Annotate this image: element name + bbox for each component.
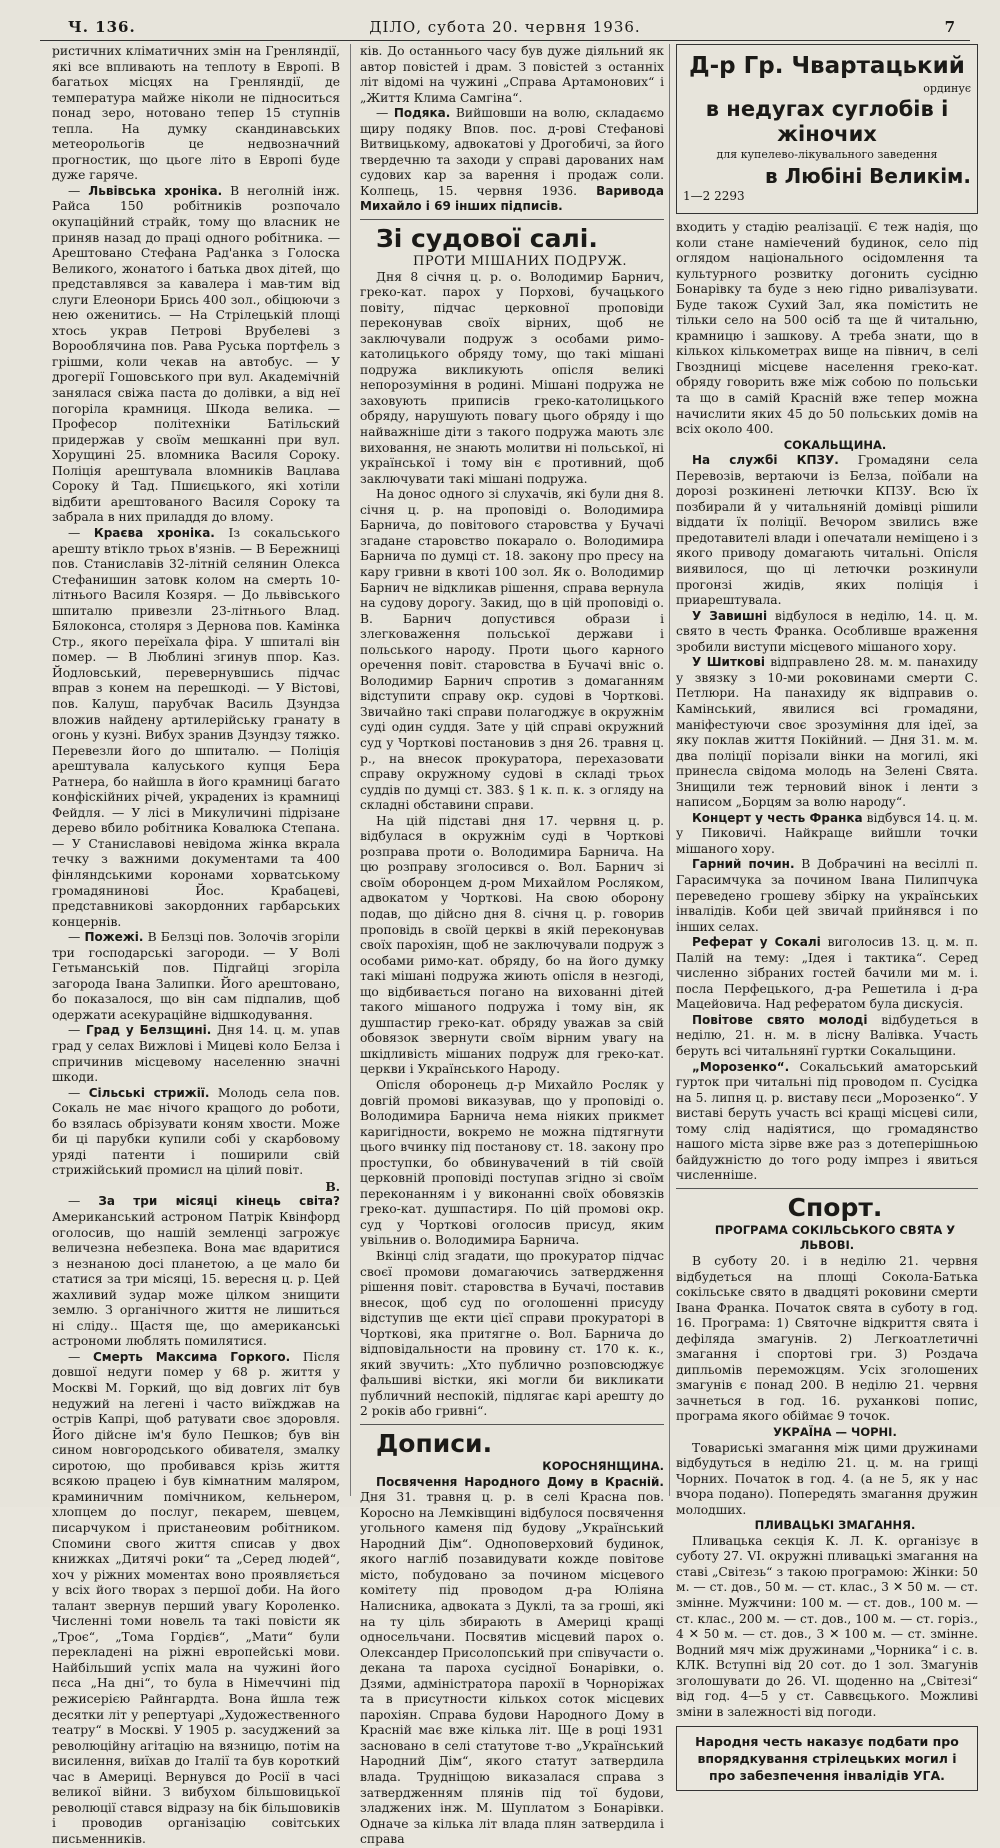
page-number-right: 7 xyxy=(944,18,956,36)
ad-diseases: в недугах суглобів і жіночих xyxy=(705,97,949,146)
news-item: — За три місяці кінець світа? Американський астроном Патрік Квінфорд оголосив, що нашій земленці загрожує величезна небезпека. Вона має вдаритися з незнаною досі планетою, а це мало би статися за три місяці, 15. вересня ц. р. Цей жахливий зудар може цілком знищити землю. З органічного життя не лишиться ні сліду.. Щастя ще, що американські астрономи люблять помилятися. xyxy=(52,1194,340,1349)
news-text: відправлено 28. м. м. панахиду у звязку з 10-ми роковинами смерти С. Петлюри. На панахиду як відправив о. Камінський, явилися всі громадяни, маніфестуючи своє зрозуміння для ідеї, за яку поклав життя Покійний. — Дня 31. м. м. два поліції порізали вінки на могилі, які принесла свідома молодь на Зелені Свята. Знищили теж терновий вінок і ленти з написом „Борцям за волю народу“. xyxy=(676,655,978,810)
news-text: Американський астроном Патрік Квінфорд оголосив, що нашій земленці загрожує величезна небезпека. Вона має вдаритися з незнаною досі планетою, а це мало би статися за три місяці, 15. вересня ц. р. Цей жахливий зудар може цілком знищити землю. З органічного життя не лишиться ні сліду.. Щастя ще, що американські астрономи люблять помилятися. xyxy=(52,1210,340,1349)
news-text: Вийшовши на волю, складаємо щиру подяку Впов. пос. д-рові Стефанові Витвицькому, адвокатові у Дрогобичі, за його твердечню та заходи у справі дарованих нам судових кар за варення і продаж соли. Колпець, 15. червня 1936. xyxy=(360,106,664,198)
column-middle xyxy=(360,44,664,1847)
newspaper-title-date: ДІЛО, субота 20. червня 1936. xyxy=(369,18,641,36)
masthead-rule xyxy=(40,40,970,41)
section-divider xyxy=(676,1188,978,1189)
news-item xyxy=(360,1475,664,1848)
news-text: відбулося в неділю, 14. ц. м. свято в честь Франка. Особливше враження зробили виступи місцевого мішаного хору. xyxy=(676,608,978,654)
page-number-left: Ч. 136. xyxy=(68,18,136,36)
ad-institution: для купелево-лікувального заведення xyxy=(716,148,938,161)
news-text: Сокальський аматорський гурток при читальні під проводом п. Сусідка на 5. липня ц. р. виставу пєси „Морозенко“. У виставі беруть участь всі кращі місцеві сили, тому слід надіятися, що громадянство нашого міста зірве вже раз з дотеперішньою байдужністю до того роду імпрез і явиться численніше. xyxy=(676,1059,978,1183)
ad-code: 1—2 2293 xyxy=(683,189,745,203)
author-sign: В. xyxy=(325,1178,340,1194)
news-item xyxy=(676,655,978,810)
news-item xyxy=(676,1013,978,1060)
news-text: В неголній інж. Райса 150 робітників розпочало окупаційний страйк, тому що власник не приняв назад до праці одного робітника. — Арештовано Стефана Рад'анка з Голоска Великого, жонатого і батька двох дітей, що представлявся за кавалера і мав-тим від слуги Елеонори Брись 400 зол., обіцюючи з нею оженитись. — На Стрілецькій площі хтось украв Петрові Врубелеві з Ворооблячина пов. Рава Руська портфель з грішми, коли чекав на автобус. — У дрогерії Гошовського при вул. Академічній занялася свіжа паста до долівки, а від неї погоріла крамниця. Шкода велика. — Професор політехніки Батільский придержав у своїм мешканні при вул. Хорущині 25. вломника Василя Сороку. Поліція арештувала вломників Вацлава Сороку й Тад. Пшиєцького, які хотіли відбити арештованого Василя Сороку та забрала в них приладдя до влому. xyxy=(52,183,340,525)
news-text: Після довшої недуги помер у 68 р. життя у Москві М. Горкий, що від довгих літ був недужий на легені і часто виїжджав на острів Капрі, щоб ратувати своє здоровля. Його дійсне ім'я було Пешков; був він сином новгородського обивателя, змалку сиротою, що пробивався крізь життя всякою працею і був кімнатним маляром, краминичним помічником, кельнером, хлопцем до послуг, пекарем, шевцем, писарчуком і пристанеовим робітником. Спомини свого життя списав у двох книжках „Дитячі роки“ та „Серед людей“, хоч у ріжних моментах воно проявляється у всіх його творах з першої доби. На його талант звернув перший увагу Короленко. Численні томи новель та такі повісти як „Троє“, „Тома Гордієв“, „Мати“ були перекладені на ріжні европейські мови. Найбільший успіх мала на чужині його пєса „На дні“, то була в Німеччині під режисерією Райнгардта. Вона йшла теж десятки літ у репертуарі „Художественного театру“ в Москві. У 1905 р. засуджений за революційну агітацію на вязницю, потім на висилення, виїхав до Італії та був короткий час в Америці. Вернувся до Росії в часі великої війни. З вибухом більшовицької революції стався відразу на бік більшовиків і проводив організацію совітських письменників. xyxy=(52,1349,340,1846)
news-item: — Град у Белзщині. Дня 14. ц. м. упав град у селах Вижлові і Мицеві коло Белза і спричинив місцевому населенню значні шкоди. xyxy=(52,1023,340,1085)
section-divider xyxy=(360,219,664,220)
column-right xyxy=(676,44,978,1784)
news-text: Дня 14. ц. м. упав град у селах Вижлові і Мицеві коло Белза і спричинив місцевому населенню значні шкоди. xyxy=(52,1023,340,1085)
news-item: — Пожежі. В Белзці пов. Золочів згоріли три господарські загороди. — У Волі Гетьманській пов. Підгайці згоріла загорода Івана Залипки. Його арештовано, бо показалося, що він сам підпалив, щоб одержати асекураційне відшкодування. xyxy=(52,930,340,1022)
news-heading: Смерть Максима Горкого. xyxy=(92,1349,291,1364)
news-heading: Посвячення Народного Дому в Красній. xyxy=(376,1474,664,1489)
news-item xyxy=(676,609,978,656)
article-text: ристичних кліматичних змін на Гренляндії, які все впливають на теплоту в Европі. В багатьох місцях на Гренляндії, де температура майже ніколи не підноситься понад зеро, нотовано тепер 15 ступнів тепла. На думку скандинавських метеорольогів це недвозначний прогностик, що цьоге літо в Европі буде дуже гаряче. xyxy=(52,44,340,183)
news-text: В Добрачині на весіллі п. Гарасимчука за почином Івана Пилипчука переведено грошеву збірку на українських інвалідів. Коби цей звичай прийнявся і по інших селах. xyxy=(676,857,978,934)
news-text: Дня 31. травня ц. р. в селі Красна пов. Коросно на Лемківщині відбулося посвячення угольного каменя під будову „Український Народний Дім“. Одноповерховий будинок, якого нагліб позавидувати кожде повітове місто, побудовано за почином місцевого комітету під проводом д-ра Юліяна Налисника, адвоката з Дуклі, та за гроші, які на ту ціль збирають в Америці кращі односельчани. Посвятив місцевий парох о. Олександер Присолопський при співучасти о. декана та пароха сусідної Бонарівки, о. Дзями, адміністратора парохії в Чорноріжах та в присутности кількох соток місцевих парохіян. Справа будови Народного Дому в Красній має вже кілька літ. Ще в році 1931 засновано в селі статутове т-во „Український Народний Дім“, якого статут затвердила влада. Трудніщою виказалася справа з затвердженням плянів під тої будови, зладжених інж. М. Шуплатом з Бонарівки. Одначе за кілька літ влада плян затвердила і справа xyxy=(360,1490,664,1847)
news-text: В Белзці пов. Золочів згоріли три господарські загороди. — У Волі Гетьманській пов. Підгайці згоріла загорода Івана Залипки. Його арештовано, бо показалося, що він сам підпалив, щоб одержати асекураційне відшкодування. xyxy=(52,930,340,1022)
news-heading: Гарний почин. xyxy=(692,857,795,872)
doctor-advertisement xyxy=(676,44,978,214)
news-item: — Смерть Максима Горкого. Після довшої недуги помер у 68 р. життя у Москві М. Горкий, що від довгих літ був недужий на легені і часто виїжджав на острів Капрі, щоб ратувати своє здоровля. Його дійсне ім'я було Пешков; був він сином новгородського обивателя, змалку сиротою, що пробивався крізь життя всякою працею і був кімнатним маляром, краминичним помічником, кельнером, хлопцем до послуг, пекарем, шевцем, писарчуком і пристанеовим робітником. Спомини свого життя списав у двох книжках „Дитячі роки“ та „Серед людей“, хоч у ріжних моментах воно проявляється у всіх його творах з першої доби. На його талант звернув перший увагу Короленко. Численні томи новель та такі повісти як „Троє“, „Тома Гордієв“, „Мати“ були перекладені на ріжні европейські мови. Найбільший успіх мала на чужині його пєса „На дні“, то була в Німеччині під режисерією Райнгардта. Вона йшла теж десятки літ у репертуарі „Художественного театру“ в Москві. У 1905 р. засуджений за революційну агітацію на вязницю, потім на висилення, виїхав до Італії та був короткий час в Америці. Вернувся до Росії в часі великої війни. З вибухом більшовицької революції стався відразу на бік більшовиків і проводив організацію совітських письменників. xyxy=(52,1349,340,1846)
news-heading: За три місяці кінець світа? xyxy=(98,1194,340,1209)
news-item: — Сільські стрижії. Молодь села пов. Сокаль не має нічого кращого до роботи, бо взялась обрізувати коням хвости. Може би ці парубки купили собі у скарбовому уряді патенти і поширили свій стрижійський промисл на цілий повіт. xyxy=(52,1085,340,1178)
article-paragraph: Опісля оборонець д-р Михайло Росляк у довгій промові виказував, що у проповіді о. Володимира Барнича нема ніяких прикмет каригідности, вокремо не можна підтягнути цього вчинку під постанову ст. 18. закону про проступки, бо обвинувачений в тій своїй церковній проповіді поступав згідно зі своїм переконанням і у виконанні своїх обовязків греко-кат. душпастиря. По цій промові окр. суд у Чорткові оголосив присуд, яким увільнив о. Володимира Барнича. xyxy=(360,1078,664,1248)
news-text: виголосив 13. ц. м. п. Палій на тему: „Ідея і тактика“. Серед численно зібраних гостей бачили ми м. і. посла Перфецького, д-ра Решетила і д-ра Мацейовича. Над рефератом була дискусія. xyxy=(676,935,978,1012)
news-item xyxy=(676,935,978,1013)
news-item xyxy=(676,811,978,858)
news-heading: У Завишні xyxy=(692,608,768,623)
news-heading: На службі КПЗУ. xyxy=(692,453,839,468)
ad-ordinates: ординує xyxy=(923,82,971,95)
article-paragraph: Пливацька секція К. Л. К. організує в суботу 27. VI. окружні пливацькі змагання на ставі „Світезь“ з такою програмою: Жінки: 50 м. — ст. дов., 50 м. — ст. клас., 3 ✕ 50 м. — ст. змінне. Мужчини: 100 м. — ст. дов., 100 м. — ст. клас., 200 м. — ст. дов., 100 м. — ст. горіз., 4 ✕ 50 м. — ст. дов., 3 ✕ 100 м. — ст. змінне. Водний мяч між дружинами „Чорника“ і с. в. КЛК. Вступні від 20 сот. до 1 зол. Змагунів зголошувати до 26. VI. щоденно на „Світезі“ від год. 4—5 у ст. Саввєцького. Можливі зміни в залежності від погоди. xyxy=(676,1533,978,1719)
column-divider xyxy=(350,44,351,1496)
news-heading: Повітове свято молоді xyxy=(692,1012,868,1027)
article-paragraph: На цій підставі дня 17. червня ц. р. відбулася в окружнім суді в Чорткові розправа проти о. Володимира Барнича. На цю розправу зголосився о. Вол. Барнич зі своїм оборонцем д-ром Михайлом Росляком, адвокатом у Чорткові. На свою оборону подав, що дійсно дня 8. січня ц. р. говорив проповідь в своїй церкві в якій переконував своїх парохіян, щоб не заключували подруж з особами римо-кат. обряду, бо на його думку такі мішані подружа жиють опісля в незгоді, що відбивається погано на вихованні дітей такого мішаного подружа і тому він, як душпастир греко-кат. обряду уважав за свій обовязок звернути своїм вірним увагу на шкідливість мішаних подруж для греко-кат. церкви і Українського Народу. xyxy=(360,813,664,1077)
appeal-box: Народня честь наказує подбати про впорядкування стрілецьких могил і про забезпечення інвалідів УГА. xyxy=(676,1726,978,1791)
news-heading: У Шиткові xyxy=(692,655,766,670)
news-text: відбувся 14. ц. м. у Пиковичі. Найкраще вийшли точки мішаного хору. xyxy=(676,810,978,856)
region-heading: СОКАЛЬЩИНА. xyxy=(783,437,887,452)
news-heading: Сільські стрижії. xyxy=(88,1085,210,1100)
article-paragraph: Дня 8 січня ц. р. о. Володимир Барнич, греко-кат. парох у Порхові, бучацького повіту, підчас церковної проповіди переконував своїх вірних, щоб не заключували подруж з особами римо-католицького обряду тому, що такі мішані подружа викликують опісля великі непорозуміння в родині. Мішані подружа не заховують приписів греко-католицького обряду, нарушують повагу цього обряду і що найважніше діти з такого подружа мають злє виховання, не знають молитви ні польської, ні української і тому він є противний, щоб заключувати такі мішані подружа. xyxy=(360,269,664,486)
article-subtitle: ПРОТИ МІШАНИХ ПОДРУЖ. xyxy=(412,254,627,270)
region-heading: КОРОСНЯНЩИНА. xyxy=(542,1459,664,1474)
article-text: ків. До останнього часу був дуже діяльний як автор повістей і драм. З повістей з останніх літ відомі на чужині „Справа Артамонових“ і „Життя Клима Самгіна“. xyxy=(360,44,664,105)
section-title-reports: Дописи. xyxy=(376,1429,493,1459)
news-text: Молодь села пов. Сокаль не має нічого кращого до роботи, бо взялась обрізувати коням хвости. Може би ці парубки купили собі у скарбовому уряді патенти і поширили свій стрижійський промисл на цілий повіт. xyxy=(52,1085,340,1178)
ad-place: в Любіні Великім. xyxy=(765,164,971,188)
article-paragraph: Вкінці слід згадати, що прокуратор підчас своєї промови домагаючись затвердження рішення повіт. старовства в Бучачі, поставив внесок, щоб суд по оголошенні присуду відступив ще екти цієї справи прокураторі в Чорткові, яка притягне о. Вол. Барнича до відповідальности на провину ст. 170 к. к., який звучить: „Хто публично розповсюджує фальшиві вістки, які могли би викликати публичний неспокій, підлягає карі арешту до 2 років або гривні“. xyxy=(360,1249,664,1419)
news-heading: Львівська хроніка. xyxy=(88,183,223,198)
article-paragraph: В суботу 20. і в неділю 21. червня відбудеться на площі Сокола-Батька сокільське свято в двадцяті роковини смерти Івана Франка. Початок свята в суботу в год. 16. Програма: 1) Святочне відкриття свята і дефіляда змагунів. 2) Легкоатлетичні змагання і спортові гри. 3) Роздача дипльомів переможцям. Усіх зголошених змагунів є понад 200. В неділю 21. червня зачнеться в год. 16. руханкові попис, програма якого обіймає 9 точок. xyxy=(676,1254,978,1424)
news-text: Громадяни села Перевозів, вертаючи із Белза, поїбали на дорозі розкинені летючки КПЗУ. Всю їх позбирали й у читальняній домівці рішили віддати їх поліції. Вечором звились вже предотавителі влади і опечатали неміщено і з якого приводу домагають читальні. Опісля виявилося, що ці летючки розкинули прогонзі жидів, яких поліція і приарештувала. xyxy=(676,453,978,608)
article-text: входить у стадію реалізації. Є теж надія, що коли стане наміечений будинок, село під оглядом національного осідомлення та культурного розвитку догонить сусідню Бонарівку та буде з нею гідно ривалізувати. Буде також Сухий Зал, яка помістить не тільки село на 500 осіб та ще й читальню, крамницю і зашкову. А треба знати, що в кількох кількометрах вище на півнич, в селі Гвоздниці місцеве населення греко-кат. обряду говорить вже між собою по польськи та що в самій Красній вже тепер можна начислити яких 45 до 50 польських домів на всіх около 400. xyxy=(676,220,978,437)
news-item xyxy=(676,857,978,935)
masthead xyxy=(40,18,970,40)
ad-doctor-name: Д-р Гр. Чвартацький xyxy=(689,53,965,79)
section-divider xyxy=(360,1424,664,1425)
section-title-court: Зі судової салі. xyxy=(376,224,598,254)
section-title-sport: Спорт. xyxy=(787,1192,883,1222)
article-subtitle: ПЛИВАЦЬКІ ЗМАГАННЯ. xyxy=(754,1518,916,1533)
news-heading: „Морозенко“. xyxy=(692,1059,790,1074)
news-item: — Подяка. Вийшовши на волю, складаємо щиру подяку Впов. пос. д-рові Стефанові Витвицькому, адвокатові у Дрогобичі, за його твердечню та заходи у справі дарованих нам судових кар за варення і продаж соли. Колпець, 15. червня 1936. Варивода Михайло і 69 інших підписів. xyxy=(360,106,664,214)
news-heading: Подяка. xyxy=(393,106,451,121)
news-heading: Реферат у Сокалі xyxy=(692,935,821,950)
article-subtitle: ПРОГРАМА СОКІЛЬСЬКОГО СВЯТА У ЛЬВОВІ. xyxy=(714,1222,956,1253)
article-subtitle: УКРАЇНА — ЧОРНІ. xyxy=(773,1425,897,1440)
article-paragraph: Товариські змагання між цими дружинами відбудуться в неділю 21. ц. м. на грищі Чорних. Початок в год. 4. (а не 5, як у нас вчора подано). Попередять змагання дружин молодших. xyxy=(676,1440,978,1517)
news-heading: Град у Белзщині. xyxy=(85,1023,212,1038)
news-item: — Краєва хроніка. Із сокальського арешту втікло трьох в'язнів. — В Бережниці пов. Станиславів 32-літній селянин Олекса Стефанишин затовк колом на смерть 10-літнього Василя Козяря. — До львівського шпиталю привезли 23-літнього Влад. Бялоконса, столяря з Дернова пов. Камінка Стр., якого переїхала фіра. У шпиталі він помер. — В Люблині згинув ппор. Каз. Йодловський, перевернувшись підчас вправ з конем на перешкоді. — У Вістові, пов. Калуш, парубчак Василь Дзундза вложив найдену артилерійську гранату в огонь у кузні. Вибух зранив Дзундзу тяжко. Перевезли його до шпиталю. — Поліція арештувала калуського купця Бера Ратнера, бо найшла в його крамниці багато конфіскійних річей, украдених із крамниці Фейдля. — У лісі в Микуличині підрізане дерево вбило робітника Ковалюка Степана. — У Станиславові невідома жінка вкрала течку з важними документами та 400 фінляндськими коронами хорватському громадянинові Йос. Крабацеві, представникові закордонних гарбарських концернів. xyxy=(52,525,340,929)
news-text: відбудеться в неділю, 21. н. м. в лісну Валівка. Участь беруть всі читальнянї гуртки Сокальщини. xyxy=(676,1012,978,1058)
article-paragraph: На донос одного зі слухачів, які були дня 8. січня ц. р. на проповіді о. Володимира Барнича, до повітового старовства у Бучачі згадане старовство покарало о. Володимира Барнича по думці ст. 18. закону про пресу на кару гривни в квоті 100 зол. Як о. Володимир Барнич не відкликав рішення, справа вернула на судову дорогу. Закид, що в цій проповіді о. В. Барнич допустився образи і злегковаження польської держави і польського народу. Проти цього карного оречення повіт. старовства в Бучачі вніс о. Володимир Барнич спротив з домаганням відступити справу окр. судові в Чорткові. Звичайно такі справи полагоджує в окружнім суді один суддя. Зате у цій справі окружний суд у Чорткові постановив з дня 26. травня ц. р., на внесок прокуратора, перехазовати справу окружному судові в складі трьох суддів по думці ст. 383. § 1 к. п. к. з огляду на складні обставини справи. xyxy=(360,487,664,813)
news-item: — Львівська хроніка. В неголній інж. Райса 150 робітників розпочало окупаційний страйк, тому що власник не приняв назад до праці одного робітника. — Арештовано Стефана Рад'анка з Голоска Великого, жонатого і батька двох дітей, що представлявся за кавалера і мав-тим від слуги Елеонори Брись 400 зол., обіцюючи з нею оженитись. — На Стрілецькій площі хтось украв Петрові Врубелеві з Ворооблячина пов. Рава Руська портфель з грішми, коли чекав на автобус. — У дрогерії Гошовського при вул. Академічній занялася свіжа паста до долівки, а від неї погоріла крамниця. Шкода велика. — Професор політехніки Батільский придержав у своїм мешканні при вул. Хорущині 25. вломника Василя Сороку. Поліція арештувала вломників Вацлава Сороку й Тад. Пшиєцького, які хотіли відбити арештованого Василя Сороку та забрала в них приладдя до влому. xyxy=(52,183,340,525)
news-item xyxy=(676,1060,978,1184)
signature: Варивода Михайло і 69 інших підписів. xyxy=(360,183,664,214)
news-heading: Краєва хроніка. xyxy=(93,525,215,540)
news-heading: Концерт у честь Франка xyxy=(692,810,863,825)
news-text: Із сокальського арешту втікло трьох в'язнів. — В Бережниці пов. Станиславів 32-літній селянин Олекса Стефанишин затовк колом на смерть 10-літнього Василя Козяря. — До львівського шпиталю привезли 23-літнього Влад. Бялоконса, столяря з Дернова пов. Камінка Стр., якого переїхала фіра. У шпиталі він помер. — В Люблині згинув ппор. Каз. Йодловський, перевернувшись підчас вправ з конем на перешкоді. — У Вістові, пов. Калуш, парубчак Василь Дзундза вложив найдену артилерійську гранату в огонь у кузні. Вибух зранив Дзундзу тяжко. Перевезли його до шпиталю. — Поліція арештувала калуського купця Бера Ратнера, бо найшла в його крамниці багато конфіскійних річей, украдених із крамниці Фейдля. — У лісі в Микуличині підрізане дерево вбило робітника Ковалюка Степана. — У Станиславові невідома жінка вкрала течку з важними документами та 400 фінляндськими коронами хорватському громадянинові Йос. Крабацеві, представникові закордонних гарбарських концернів. xyxy=(52,525,340,929)
column-left xyxy=(52,44,340,1846)
column-divider xyxy=(669,44,670,1496)
news-heading: Пожежі. xyxy=(84,930,144,945)
news-item xyxy=(676,453,978,608)
